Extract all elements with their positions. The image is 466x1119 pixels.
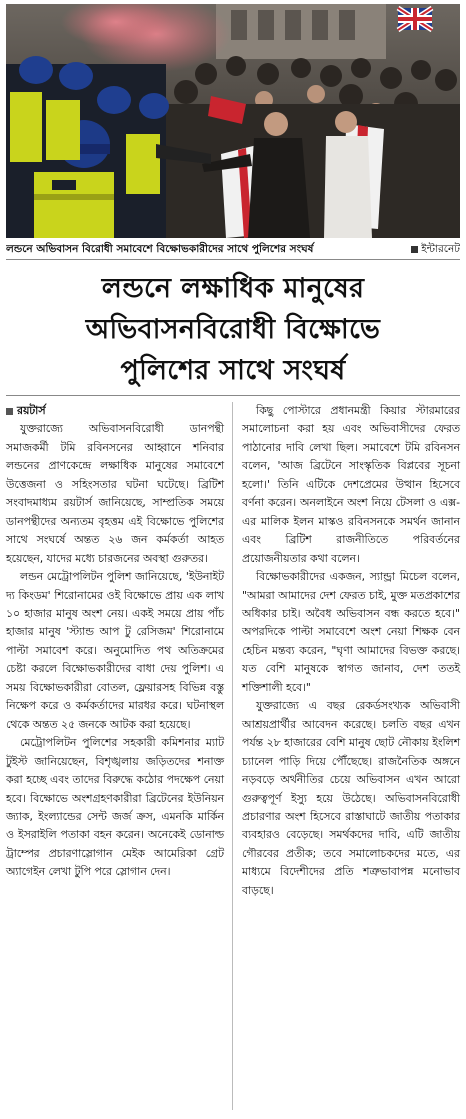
article-source bbox=[6, 402, 224, 420]
credit-text: ইন্টারনেট bbox=[421, 243, 460, 255]
headline bbox=[6, 268, 460, 391]
article-column-right bbox=[242, 402, 460, 900]
source-text: রয়টার্স bbox=[17, 404, 46, 417]
column-divider bbox=[232, 402, 233, 1110]
news-photo bbox=[6, 4, 460, 238]
headline-rule bbox=[6, 395, 460, 396]
article-paragraph: মেট্রোপলিটন পুলিশের সহকারী কমিশনার ম্যাট টুইস্ট জানিয়েছেন, বিশৃঙ্খলায় জড়িতদের শনাক্ত করা হচ্ছে এবং তাদের বিরুদ্ধে কঠোর পদক্ষেপ নেয়া হবে। বিক্ষোভে অংশগ্রহণকারীরা ব্রিটেনের ইউনিয়ন জ্যাক, ইংল্যান্ডের সেন্ট জর্জ ক্রস, এমনকি মার্কিন ও ইসরাইলি পতাকা বহন করেন। অনেকেই ডোনাল্ড ট্রাম্পের প্রচারণাস্লোগান মেইক আমেরিকা গ্রেট অ্যাগেইন লেখা টুপি পরে স্লোগান দেন। bbox=[6, 736, 224, 879]
headline-line-2: অভিবাসনবিরোধী বিক্ষোভে bbox=[85, 314, 381, 345]
headline-line-1: লন্ডনে লক্ষাধিক মানুষের bbox=[101, 273, 365, 304]
article-paragraph: যুক্তরাজ্যে এ বছর রেকর্ডসংখ্যক অভিবাসী আশ্রয়প্রার্থীর আবেদন করেছে। চলতি বছর এখন পর্যন্ত ২৮ হাজারের বেশি মানুষ ছোট নৌকায় ইংলিশ চ্যানেল পাড়ি দিয়ে পৌঁছেছে। রাজনৈতিক অঙ্গনে নড়বড়ে অর্থনীতির চেয়ে অভিবাসন এখন আরো গুরুত্বপূর্ণ ইস্যু হয়ে উঠেছে। অভিবাসনবিরোধী প্রচারণার অংশ হিসেবে রাস্তাঘাটে জাতীয় পতাকার ব্যবহারও বেড়েছে। সমর্থকদের দাবি, এটি জাতীয় গৌরবের প্রতীক; তবে সমালোচকদের মতে, এর মাধ্যমে বিদেশীদের প্রতি শত্রুভাবাপন্ন মনোভাব বাড়ছে। bbox=[242, 699, 460, 897]
caption-rule bbox=[6, 259, 460, 260]
source-square-icon bbox=[6, 408, 13, 415]
caption-text: লন্ডনে অভিবাসন বিরোধী সমাবেশে বিক্ষোভকারীদের সাথে পুলিশের সংঘর্ষ bbox=[6, 243, 314, 255]
photo-caption bbox=[6, 241, 460, 257]
article-paragraph: যুক্তরাজ্যে অভিবাসনবিরোধী ডানপন্থী সমাজকর্মী টমি রবিনসনের আহ্বানে শনিবার লন্ডনের প্রাণকেন্দ্রে লক্ষাধিক মানুষের সমাবেশে উত্তেজনা ও সহিংসতার ঘটনা ঘটেছে। ব্রিটিশ সংবাদমাধ্যম রয়টার্স জানিয়েছে, সাম্প্রতিক সময়ে ডানপন্থীদের অন্যতম বৃহত্তম এই বিক্ষোভে পুলিশের সাথে সংঘর্ষে অন্তত ২৬ জন কর্মকর্তা আহত হয়েছেন, যাদের মধ্যে চারজনের অবস্থা গুরুতর। bbox=[6, 422, 224, 565]
article-paragraph: লন্ডন মেট্রোপলিটন পুলিশ জানিয়েছে, 'ইউনাইট দ্য কিংডম' শিরোনামের ওই বিক্ষোভে প্রায় এক লাখ ১০ হাজার মানুষ অংশ নেয়। একই সময়ে প্রায় পাঁচ হাজার মানুষ 'স্ট্যান্ড আপ টু রেসিজম' শিরোনামে পাল্টা সমাবেশ করে। অনুমোদিত পথ অতিক্রমের চেষ্টা করলে বিক্ষোভকারীদের বাধা দেয় পুলিশ। এ সময় বিক্ষোভকারীরা বোতল, ফ্লেয়ারসহ বিভিন্ন বস্তু নিক্ষেপ করে ও কর্মকর্তাদের মারধর করে। ঘটনাস্থল থেকে অন্তত ২৫ জনকে আটক করা হয়েছে। bbox=[6, 570, 224, 731]
headline-line-3: পুলিশের সাথে সংঘর্ষ bbox=[120, 355, 346, 386]
article-paragraph: কিছু পোস্টারে প্রধানমন্ত্রী কিয়ার স্টারমারের সমালোচনা করা হয় এবং অভিবাসীদের ফেরত পাঠানোর দাবি লেখা ছিল। সমাবেশে টমি রবিনসন বলেন, 'আজ ব্রিটেনে সাংস্কৃতিক বিপ্লবের সূচনা হলো।' তিনি এটিকে দেশপ্রেমের উত্থান হিসেবে বর্ণনা করেন। অনলাইনে অংশ নিয়ে টেসলা ও এক্স-এর মালিক ইলন মাস্কও রবিনসনকে সমর্থন জানান এবং ব্রিটিশ রাজনীতিতে পরিবর্তনের প্রয়োজনীয়তার কথা বলেন। bbox=[242, 404, 460, 565]
photo-credit bbox=[411, 241, 460, 257]
protest-photo-illustration bbox=[6, 4, 460, 238]
article-column-left bbox=[6, 402, 224, 882]
credit-square-icon bbox=[411, 246, 418, 253]
article-paragraph: বিক্ষোভকারীদের একজন, স্যান্ড্রা মিচেল বলেন, "আমরা আমাদের দেশ ফেরত চাই, মুক্ত মতপ্রকাশের অধিকার চাই। অবৈধ অভিবাসন বন্ধ করতে হবে।" অপরদিকে পাল্টা সমাবেশে অংশ নেয়া শিক্ষক বেন হেচিন মন্তব্য করেন, "ঘৃণা আমাদের বিভক্ত করছে। যত বেশি মানুষকে স্বাগত জানাব, দেশ ততই শক্তিশালী হবে।" bbox=[242, 570, 460, 694]
